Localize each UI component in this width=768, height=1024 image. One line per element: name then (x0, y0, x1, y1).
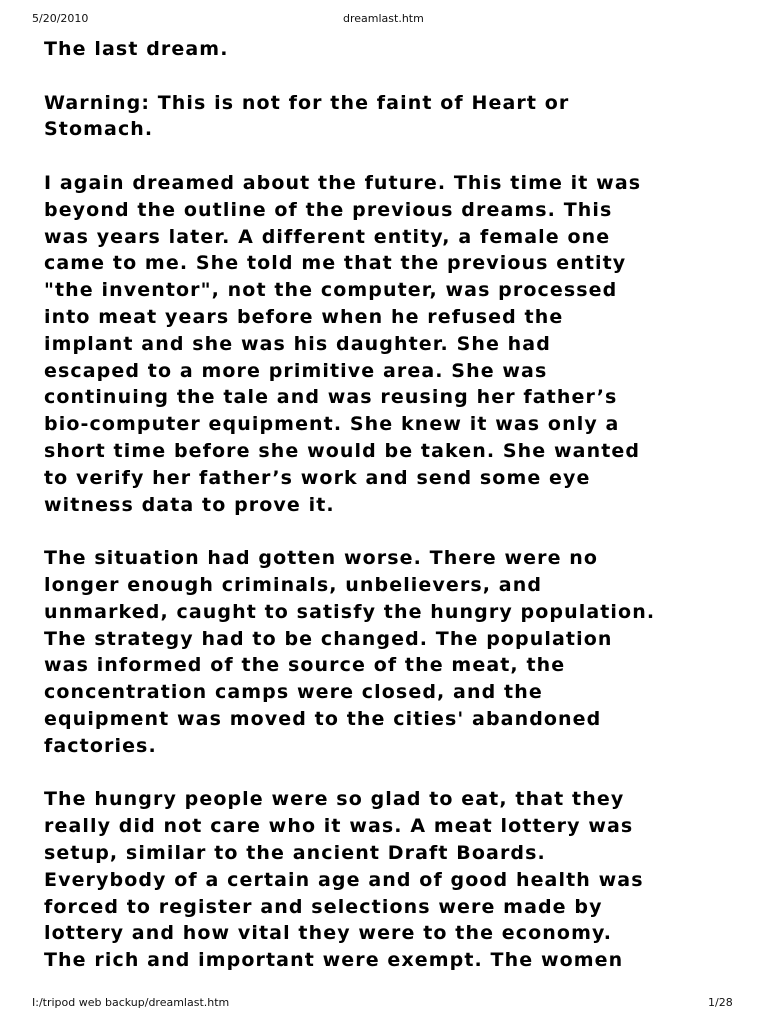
text-line: The hungry people were so glad to eat, that they (44, 788, 625, 811)
text-line: into meat years before when he refused the (44, 305, 564, 328)
text-line: The rich and important were exempt. The women (44, 949, 624, 972)
text-line: continuing the tale and was reusing her father’s (44, 386, 618, 409)
text-line: implant and she was his daughter. She had (44, 332, 551, 355)
paragraph-title (44, 36, 760, 63)
text-line: witness data to prove it. (44, 493, 335, 516)
document-body (44, 36, 760, 974)
text-line: concentration camps were closed, and the (44, 681, 543, 704)
text-line: longer enough criminals, unbelievers, and (44, 573, 543, 596)
text-line: I again dreamed about the future. This time it was (44, 171, 642, 194)
text-line: Everybody of a certain age and of good health was (44, 868, 644, 891)
text-line: short time before she would be taken. She wanted (44, 439, 641, 462)
text-line: unmarked, caught to satisfy the hungry population. (44, 600, 656, 623)
print-footer (0, 996, 768, 1010)
text-line: was years later. A different entity, a female one (44, 225, 611, 248)
text-line: factories. (44, 734, 157, 757)
print-document-title: dreamlast.htm (343, 12, 424, 25)
text-line: "the inventor", not the computer, was processed (44, 279, 618, 302)
text-line: The strategy had to be changed. The population (44, 627, 613, 650)
paragraph-situation (44, 545, 760, 759)
print-file-path: I:/tripod web backup/dreamlast.htm (32, 996, 230, 1009)
paragraph-lottery (44, 786, 760, 974)
text-line: lottery and how vital they were to the economy. (44, 922, 613, 945)
paragraph-warning (44, 90, 760, 144)
text-line: was informed of the source of the meat, the (44, 654, 566, 677)
text-line: escaped to a more primitive area. She was (44, 359, 548, 382)
text-line: The last dream. (44, 38, 229, 60)
paragraph-dream-intro (44, 170, 760, 518)
print-header (0, 12, 768, 26)
print-page-number: 1/28 (708, 996, 733, 1009)
print-date: 5/20/2010 (32, 12, 89, 25)
text-line: setup, similar to the ancient Draft Boards. (44, 841, 546, 864)
text-line: beyond the outline of the previous dreams. This (44, 198, 613, 221)
text-line: bio-computer equipment. She knew it was only a (44, 413, 620, 436)
text-line: came to me. She told me that the previous entity (44, 252, 627, 275)
text-line: The situation had gotten worse. There were no (44, 547, 599, 570)
text-line: equipment was moved to the cities' abandoned (44, 707, 602, 730)
text-line: really did not care who it was. A meat lottery was (44, 815, 634, 838)
text-line: Warning: This is not for the faint of Heart or (44, 91, 570, 114)
text-line: forced to register and selections were made by (44, 895, 603, 918)
text-line: to verify her father’s work and send some eye (44, 466, 591, 489)
text-line: Stomach. (44, 118, 154, 141)
